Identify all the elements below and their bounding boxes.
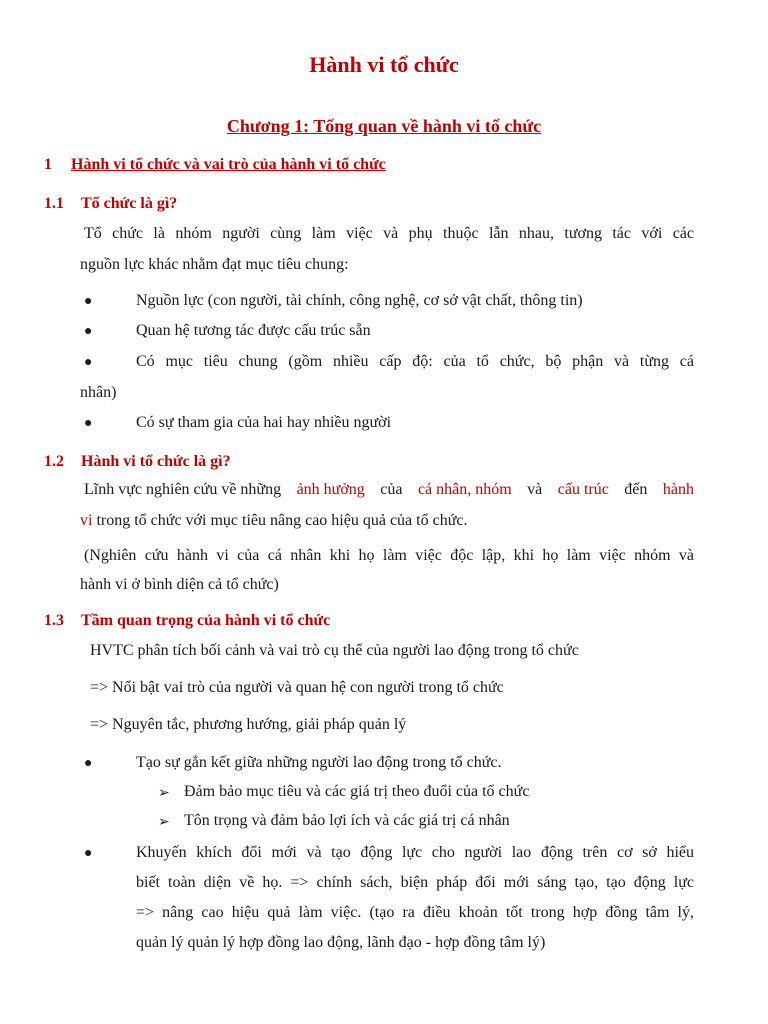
chapter-heading: Chương 1: Tổng quan về hành vi tổ chức <box>226 116 542 136</box>
section-title: Hành vi tổ chức là gì? <box>81 453 231 470</box>
document-title: Hành vi tổ chức <box>309 52 459 77</box>
paragraph-line: Tổ chức là nhóm người cùng làm việc và phụ thuộc lẫn nhau, tương tác với các <box>84 225 694 242</box>
text-run: trong tổ chức với mục tiêu nâng cao hiệu quả của tổ chức. <box>96 512 468 529</box>
section-title: Tầm quan trọng của hành vi tổ chức <box>81 612 331 629</box>
section-1-heading <box>44 156 386 174</box>
section-title: Tổ chức là gì? <box>81 195 178 212</box>
list-item: Quan hệ tương tác được cấu trúc sẵn <box>136 322 371 339</box>
arrow-bullet-icon: ➢ <box>158 786 170 801</box>
paragraph-line <box>84 481 694 499</box>
text-run: Lĩnh vực nghiên cứu về những <box>84 481 282 498</box>
paragraph-line <box>80 512 467 530</box>
section-title: Hành vi tổ chức và vai trò của hành vi tổ chức <box>71 156 386 173</box>
section-number: 1.1 <box>44 195 64 212</box>
arrow-bullet-icon: ➢ <box>158 815 170 830</box>
paragraph-line: => Nguyên tắc, phương hướng, giải pháp quản lý <box>90 716 407 733</box>
highlight-text: vi <box>80 512 93 529</box>
paragraph-line: hành vi ở bình diện cả tổ chức) <box>80 576 279 593</box>
list-item-continuation: nhân) <box>80 384 117 401</box>
list-item-continuation: biết toàn diện về họ. => chính sách, biện pháp đổi mới sáng tạo, tạo động lực <box>136 874 694 891</box>
section-1-1-heading <box>44 195 177 213</box>
highlight-text: cá nhân, nhóm <box>417 481 512 498</box>
list-item: Khuyến khích đổi mới và tạo động lực cho người lao động trên cơ sở hiểu <box>136 844 694 861</box>
bullet-icon: ● <box>84 324 93 339</box>
list-item: Có sự tham gia của hai hay nhiều người <box>136 414 392 431</box>
highlight-text: cấu trúc <box>557 481 609 498</box>
list-item: Nguồn lực (con người, tài chính, công nghệ, cơ sở vật chất, thông tin) <box>136 292 583 309</box>
text-run: của <box>380 481 403 498</box>
list-item-continuation: => nâng cao hiệu quả làm việc. (tạo ra điều khoản tốt trong hợp đồng tâm lý, <box>136 904 694 921</box>
bullet-icon: ● <box>84 416 93 431</box>
bullet-icon: ● <box>84 294 93 309</box>
section-1-2-heading <box>44 453 231 471</box>
highlight-text: hành <box>662 481 694 498</box>
bullet-icon: ● <box>84 355 93 370</box>
list-item: Có mục tiêu chung (gồm nhiều cấp độ: của tổ chức, bộ phận và từng cá <box>136 353 694 370</box>
paragraph-line: => Nổi bật vai trò của người và quan hệ con người trong tổ chức <box>90 679 504 696</box>
section-number: 1 <box>44 156 52 173</box>
bullet-icon: ● <box>84 846 93 861</box>
section-number: 1.3 <box>44 612 64 629</box>
section-1-3-heading <box>44 612 330 630</box>
highlight-text: ảnh hưởng <box>296 481 365 498</box>
list-item-continuation: quản lý quản lý hợp đồng lao động, lãnh đạo - hợp đồng tâm lý) <box>136 934 546 951</box>
text-run: và <box>527 481 543 498</box>
sub-list-item: Tôn trọng và đảm bảo lợi ích và các giá trị cá nhân <box>184 812 510 829</box>
section-number: 1.2 <box>44 453 64 470</box>
paragraph-line: HVTC phân tích bối cảnh và vai trò cụ thể của người lao động trong tổ chức <box>90 642 579 659</box>
paragraph-line: nguồn lực khác nhằm đạt mục tiêu chung: <box>80 256 349 273</box>
bullet-icon: ● <box>84 756 93 771</box>
list-item: Tạo sự gắn kết giữa những người lao động trong tổ chức. <box>136 754 502 771</box>
text-run: đến <box>624 481 648 498</box>
paragraph-line: (Nghiên cứu hành vi của cá nhân khi họ làm việc độc lập, khi họ làm việc nhóm và <box>84 547 694 564</box>
sub-list-item: Đảm bảo mục tiêu và các giá trị theo đuổi của tổ chức <box>184 783 530 800</box>
